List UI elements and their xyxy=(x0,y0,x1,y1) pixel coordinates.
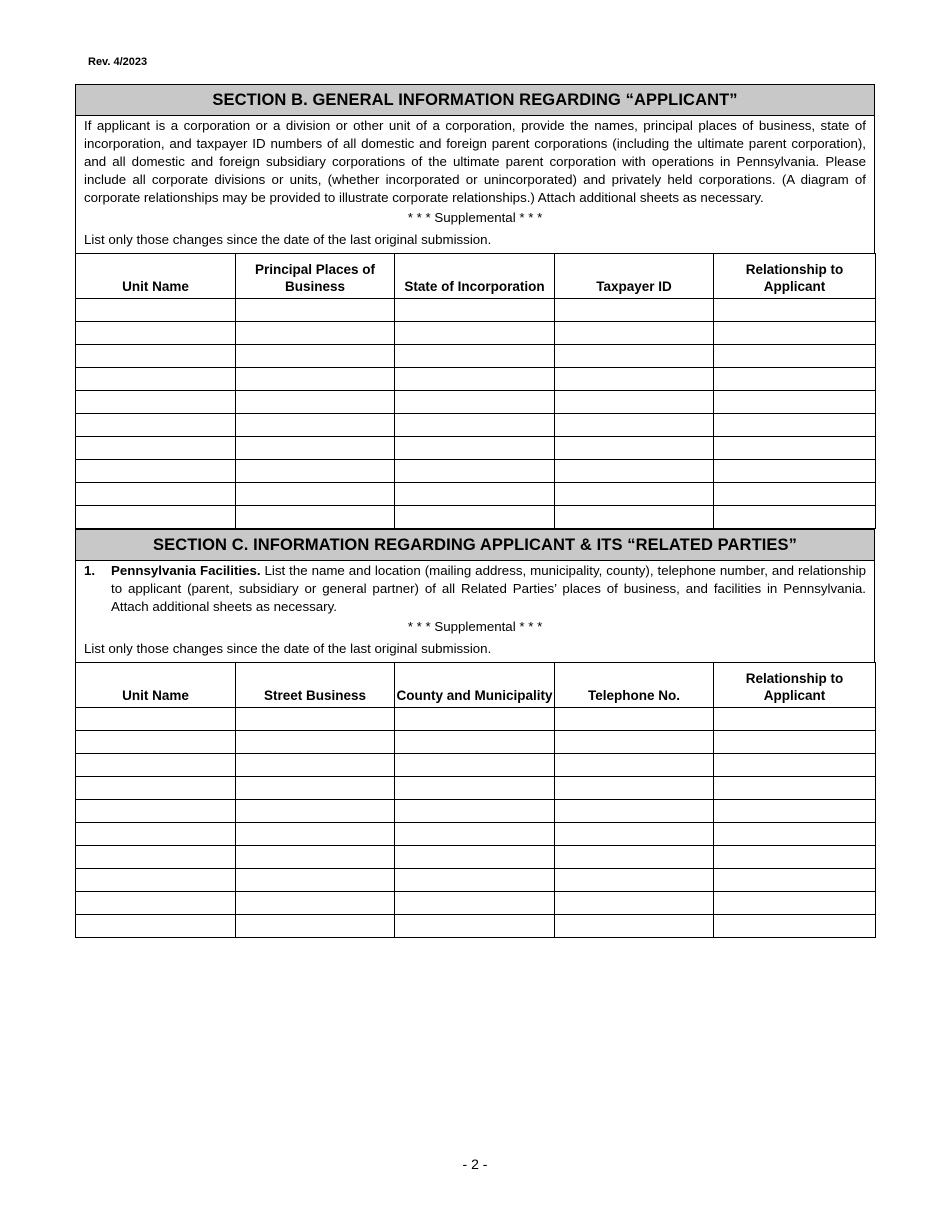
section-b-header: SECTION B. GENERAL INFORMATION REGARDING “APPLICANT” xyxy=(75,84,875,116)
table-row xyxy=(76,322,876,345)
table-cell[interactable] xyxy=(395,322,555,345)
table-cell[interactable] xyxy=(714,869,876,892)
table-cell[interactable] xyxy=(76,414,236,437)
table-cell[interactable] xyxy=(76,777,236,800)
table-cell[interactable] xyxy=(714,846,876,869)
table-cell[interactable] xyxy=(395,345,555,368)
table-cell[interactable] xyxy=(236,731,395,754)
table-row xyxy=(76,754,876,777)
table-cell[interactable] xyxy=(395,869,555,892)
table-cell[interactable] xyxy=(714,892,876,915)
table-row xyxy=(76,483,876,506)
page-number: - 2 - xyxy=(462,1156,488,1172)
table-row xyxy=(76,708,876,731)
table-cell[interactable] xyxy=(395,915,555,938)
section-c-body xyxy=(75,561,875,662)
table-cell[interactable] xyxy=(395,414,555,437)
item-text: List the name and location (mailing address, municipality, county), telephone number, and relationship to applicant (parent, subsidiary or general partner) of all Related Parties’ places of business, and facilities in Pennsylvania. Attach additional sheets as necessary. xyxy=(111,563,866,614)
table-cell[interactable] xyxy=(76,506,236,529)
table-cell[interactable] xyxy=(714,368,876,391)
table-cell[interactable] xyxy=(714,299,876,322)
table-cell[interactable] xyxy=(395,731,555,754)
table-cell[interactable] xyxy=(76,299,236,322)
table-cell[interactable] xyxy=(76,368,236,391)
column-header: Relationship to Applicant xyxy=(714,254,876,299)
table-cell[interactable] xyxy=(236,322,395,345)
column-header: Relationship to Applicant xyxy=(714,663,876,708)
table-cell[interactable] xyxy=(76,708,236,731)
section-b-body xyxy=(75,116,875,253)
table-cell[interactable] xyxy=(714,506,876,529)
table-row xyxy=(76,368,876,391)
table-cell[interactable] xyxy=(555,869,714,892)
table-cell[interactable] xyxy=(236,754,395,777)
table-cell[interactable] xyxy=(714,800,876,823)
table-cell[interactable] xyxy=(236,345,395,368)
table-cell[interactable] xyxy=(555,322,714,345)
table-cell[interactable] xyxy=(395,823,555,846)
column-header: Unit Name xyxy=(76,663,236,708)
table-cell[interactable] xyxy=(555,777,714,800)
table-cell[interactable] xyxy=(714,345,876,368)
table-cell[interactable] xyxy=(714,708,876,731)
table-cell[interactable] xyxy=(555,368,714,391)
table-cell[interactable] xyxy=(395,708,555,731)
table-cell[interactable] xyxy=(395,368,555,391)
table-row xyxy=(76,414,876,437)
table-cell[interactable] xyxy=(555,506,714,529)
table-cell[interactable] xyxy=(236,414,395,437)
table-cell[interactable] xyxy=(236,391,395,414)
table-row xyxy=(76,823,876,846)
table-cell[interactable] xyxy=(76,846,236,869)
section-b-instructions: If applicant is a corporation or a division or other unit of a corporation, provide the names, principal places of business, state of incorporation, and taxpayer ID numbers of all domestic and foreign parent corporations (including the ultimate parent corporation), and all domestic and foreign subsidiary corporations of the ultimate parent corporation with operations in Pennsylvania. Please include all corporate divisions or units, (whether incorporated or unincorporated) and privately held corporations. (A diagram of corporate relationships may be provided to illustrate corporate relationships.) Attach additional sheets as necessary. xyxy=(84,118,866,205)
table-cell[interactable] xyxy=(236,892,395,915)
table-row xyxy=(76,892,876,915)
table-cell[interactable] xyxy=(395,846,555,869)
table-row xyxy=(76,777,876,800)
table-cell[interactable] xyxy=(76,915,236,938)
table-cell[interactable] xyxy=(555,846,714,869)
table-cell[interactable] xyxy=(714,777,876,800)
table-cell[interactable] xyxy=(236,368,395,391)
table-cell[interactable] xyxy=(76,460,236,483)
table-cell[interactable] xyxy=(236,800,395,823)
table-cell[interactable] xyxy=(555,915,714,938)
table-cell[interactable] xyxy=(555,345,714,368)
table-cell[interactable] xyxy=(236,437,395,460)
column-header: Telephone No. xyxy=(555,663,714,708)
table-cell[interactable] xyxy=(714,915,876,938)
table-cell[interactable] xyxy=(395,299,555,322)
table-cell[interactable] xyxy=(76,345,236,368)
table-cell[interactable] xyxy=(395,892,555,915)
table-cell[interactable] xyxy=(395,777,555,800)
section-c-table xyxy=(75,662,876,938)
table-cell[interactable] xyxy=(555,708,714,731)
table-cell[interactable] xyxy=(76,483,236,506)
table-row xyxy=(76,460,876,483)
table-row xyxy=(76,299,876,322)
table-cell[interactable] xyxy=(555,892,714,915)
table-cell[interactable] xyxy=(555,754,714,777)
table-row xyxy=(76,506,876,529)
table-row xyxy=(76,391,876,414)
table-cell[interactable] xyxy=(76,391,236,414)
column-header: Principal Places of Business xyxy=(236,254,395,299)
table-cell[interactable] xyxy=(714,322,876,345)
column-header: County and Municipality xyxy=(395,663,555,708)
table-row xyxy=(76,846,876,869)
table-cell[interactable] xyxy=(236,869,395,892)
table-cell[interactable] xyxy=(395,800,555,823)
section-c-item-1 xyxy=(84,562,866,616)
table-cell[interactable] xyxy=(236,846,395,869)
table-cell[interactable] xyxy=(555,437,714,460)
table-cell[interactable] xyxy=(555,414,714,437)
table-cell[interactable] xyxy=(714,483,876,506)
table-cell[interactable] xyxy=(395,483,555,506)
column-header: Street Business xyxy=(236,663,395,708)
table-cell[interactable] xyxy=(714,731,876,754)
item-number: 1. xyxy=(84,563,96,578)
table-cell[interactable] xyxy=(555,731,714,754)
table-cell[interactable] xyxy=(555,483,714,506)
table-row xyxy=(76,915,876,938)
section-b-note: List only those changes since the date of the last original submission. xyxy=(84,232,492,247)
section-b-supplemental: * * * Supplemental * * * xyxy=(407,210,543,225)
table-cell[interactable] xyxy=(395,754,555,777)
table-cell[interactable] xyxy=(555,391,714,414)
column-header: State of Incorporation xyxy=(395,254,555,299)
table-row xyxy=(76,345,876,368)
revision-label: Rev. 4/2023 xyxy=(88,56,148,68)
table-cell[interactable] xyxy=(236,299,395,322)
section-c-header-row xyxy=(76,663,876,708)
section-c-supplemental: * * * Supplemental * * * xyxy=(407,619,543,634)
table-cell[interactable] xyxy=(714,460,876,483)
table-cell[interactable] xyxy=(76,869,236,892)
form-sheet xyxy=(75,84,875,938)
table-cell[interactable] xyxy=(76,437,236,460)
table-cell[interactable] xyxy=(395,460,555,483)
column-header: Taxpayer ID xyxy=(555,254,714,299)
table-cell[interactable] xyxy=(76,322,236,345)
table-cell[interactable] xyxy=(555,460,714,483)
table-cell[interactable] xyxy=(714,754,876,777)
table-cell[interactable] xyxy=(236,506,395,529)
table-cell[interactable] xyxy=(236,483,395,506)
item-title: Pennsylvania Facilities. xyxy=(111,563,261,578)
table-cell[interactable] xyxy=(76,892,236,915)
table-cell[interactable] xyxy=(76,823,236,846)
table-cell[interactable] xyxy=(555,823,714,846)
table-cell[interactable] xyxy=(555,299,714,322)
table-cell[interactable] xyxy=(76,800,236,823)
table-cell[interactable] xyxy=(714,391,876,414)
table-cell[interactable] xyxy=(236,460,395,483)
table-row xyxy=(76,437,876,460)
table-row xyxy=(76,731,876,754)
table-cell[interactable] xyxy=(714,414,876,437)
table-cell[interactable] xyxy=(236,915,395,938)
table-cell[interactable] xyxy=(76,731,236,754)
table-cell[interactable] xyxy=(236,708,395,731)
table-cell[interactable] xyxy=(236,823,395,846)
section-b-header-row xyxy=(76,254,876,299)
section-c-header: SECTION C. INFORMATION REGARDING APPLICANT & ITS “RELATED PARTIES” xyxy=(75,529,875,561)
section-c-note: List only those changes since the date of the last original submission. xyxy=(84,641,492,656)
table-cell[interactable] xyxy=(395,506,555,529)
table-row xyxy=(76,869,876,892)
table-cell[interactable] xyxy=(555,800,714,823)
table-cell[interactable] xyxy=(714,437,876,460)
table-cell[interactable] xyxy=(76,754,236,777)
table-cell[interactable] xyxy=(236,777,395,800)
column-header: Unit Name xyxy=(76,254,236,299)
table-row xyxy=(76,800,876,823)
table-cell[interactable] xyxy=(395,391,555,414)
table-cell[interactable] xyxy=(395,437,555,460)
table-cell[interactable] xyxy=(714,823,876,846)
section-b-table xyxy=(75,253,876,529)
